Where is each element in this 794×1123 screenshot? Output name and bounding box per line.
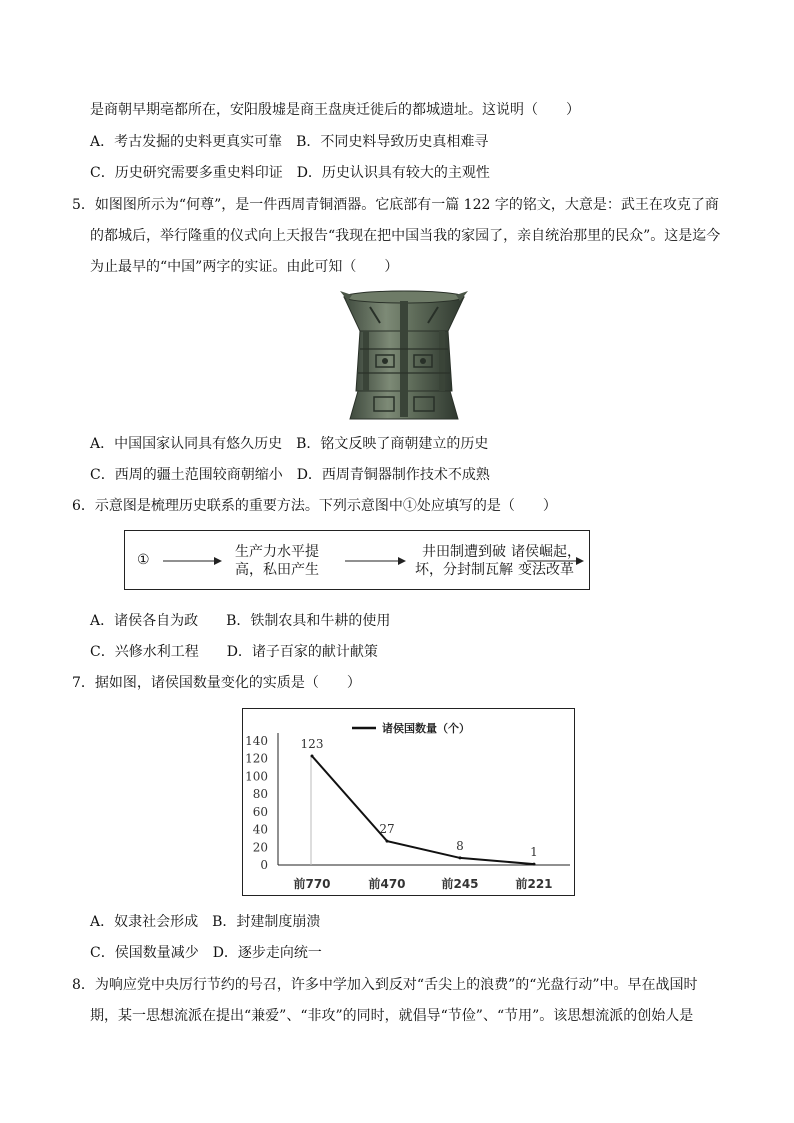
chart-y-tick-label: 120 xyxy=(245,751,268,766)
flow-diagram xyxy=(124,530,590,590)
flow-node-blank: ① xyxy=(137,552,150,568)
flow-node-reform xyxy=(511,543,581,579)
q4-options-row1: A．考古发掘的史料更真实可靠 B．不同史料导致历史真相难寻 xyxy=(90,134,489,150)
chart-y-tick-label: 0 xyxy=(260,858,268,872)
chart-frame xyxy=(243,709,575,896)
q5-stem-line1: 5．如图图所示为“何尊”，是一件西周青铜酒器。它底部有一篇 122 字的铭文，大意是：武王在攻克了商 xyxy=(72,197,719,213)
he-zun-bronze-vessel-image xyxy=(336,287,472,424)
q5-options-row1: A．中国国家认同具有悠久历史 B．铭文反映了商朝建立的历史 xyxy=(90,436,489,452)
chart-data-point xyxy=(386,840,389,843)
chart-data-label: 27 xyxy=(379,822,395,837)
q7-options-row2: C．侯国数量减少 D．逐步走向统一 xyxy=(90,945,322,961)
chart-data-point xyxy=(459,856,462,859)
q7-options-row1: A．奴隶社会形成 B．封建制度崩溃 xyxy=(90,914,321,930)
chart-y-tick-label: 80 xyxy=(252,787,268,802)
flow-node-well-field xyxy=(415,543,513,579)
chart-data-label: 1 xyxy=(530,845,538,860)
q8-stem-line1: 8．为响应党中央厉行节约的号召，许多中学加入到反对“舌尖上的浪费”的“光盘行动”中。早在战国时 xyxy=(72,977,698,993)
chart-y-tick-label: 140 xyxy=(245,734,268,748)
q4-options-row2: C．历史研究需要多重史料印证 D．历史认识具有较大的主观性 xyxy=(90,165,490,181)
chart-y-tick-label: 40 xyxy=(252,822,268,837)
q7-stem: 7．据如图，诸侯国数量变化的实质是（ ） xyxy=(72,675,361,691)
chart-data-point xyxy=(311,755,314,758)
flow-node-reform-line2: 变法改革 xyxy=(518,562,574,578)
chart-data-point xyxy=(533,863,536,866)
chart-y-tick-label: 100 xyxy=(245,769,268,784)
q4-stem-tail: 是商朝早期亳都所在，安阳殷墟是商王盘庚迁徙后的都城遗址。这说明（ ） xyxy=(90,102,580,118)
chart-legend-label: 诸侯国数量（个） xyxy=(382,722,470,735)
vassal-states-line-chart xyxy=(242,708,575,896)
q5-options-row2: C．西周的疆土范围较商朝缩小 D．西周青铜器制作技术不成熟 xyxy=(90,467,490,483)
chart-y-tick-label: 60 xyxy=(252,804,268,819)
q8-stem-line2: 期，某一思想流派在提出“兼爱”、“非攻”的同时，就倡导“节俭”、“节用”。该思想流派的创始人是 xyxy=(90,1008,694,1024)
chart-x-tick-label: 前470 xyxy=(368,877,406,891)
flow-node-productivity-line2: 高，私田产生 xyxy=(235,562,319,578)
flow-node-reform-line1: 诸侯崛起， xyxy=(511,544,581,560)
chart-x-tick-label: 前245 xyxy=(441,877,479,891)
q6-options-row1: A．诸侯各自为政 B．铁制农具和牛耕的使用 xyxy=(90,613,391,629)
q5-stem-line2: 的都城后，举行隆重的仪式向上天报告“我现在把中国当我的家园了，亲自统治那里的民众”。这是迄今 xyxy=(90,228,721,244)
chart-x-tick-label: 前770 xyxy=(293,877,331,891)
q6-options-row2: C．兴修水利工程 D．诸子百家的献计献策 xyxy=(90,644,378,660)
chart-y-tick-label: 20 xyxy=(252,840,268,855)
chart-data-label: 123 xyxy=(300,737,324,752)
flow-node-productivity xyxy=(235,543,319,579)
q6-stem: 6．示意图是梳理历史联系的重要方法。下列示意图中①处应填写的是（ ） xyxy=(72,498,557,514)
flow-node-well-field-line1: 井田制遭到破 xyxy=(422,544,506,560)
chart-data-label: 8 xyxy=(456,838,464,853)
flow-node-productivity-line1: 生产力水平提 xyxy=(235,544,319,560)
flow-node-well-field-line2: 坏，分封制瓦解 xyxy=(415,562,513,578)
q5-stem-line3: 为止最早的“中国”两字的实证。由此可知（ ） xyxy=(90,259,399,275)
chart-x-tick-label: 前221 xyxy=(515,877,553,891)
